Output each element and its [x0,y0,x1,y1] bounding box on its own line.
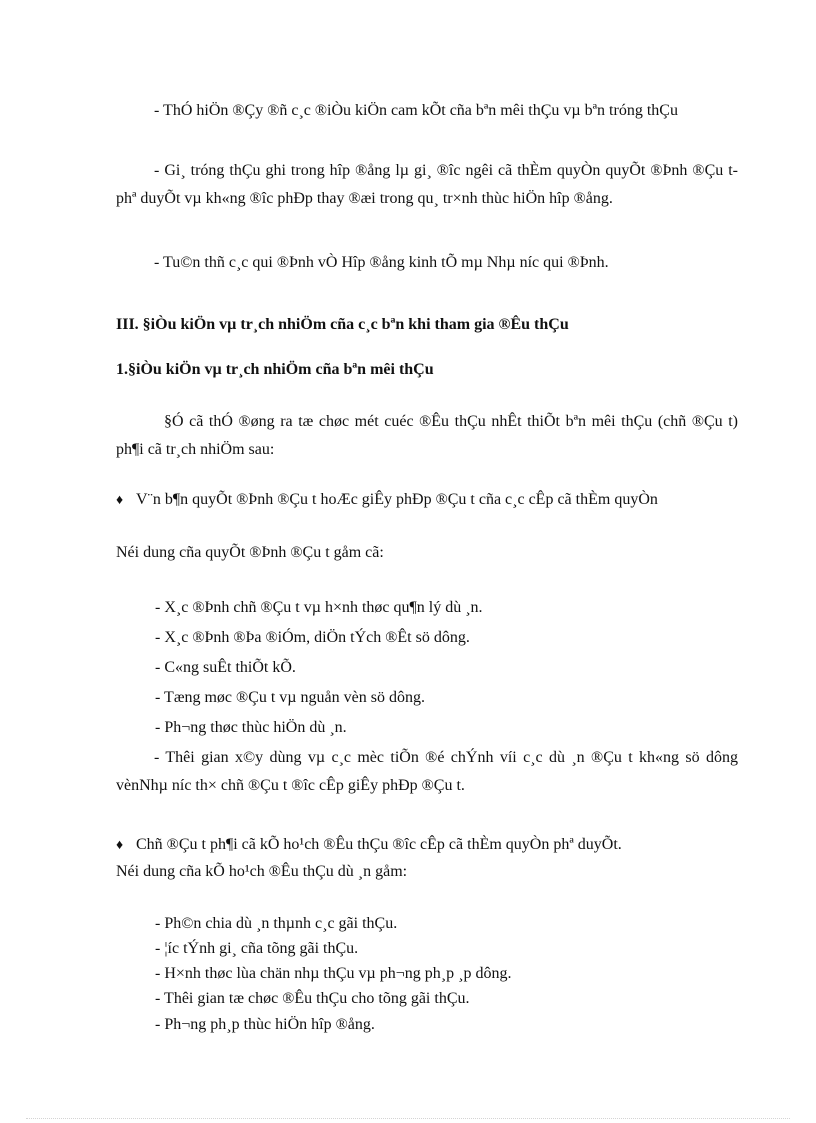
paragraph-decision-contents: Néi dung cña quyÕt ®Þnh ®Çu t gåm cã: [116,544,384,561]
paragraph-plan-contents: Néi dung cña kÕ ho¹ch ®Êu thÇu dù ¸n gåm: [116,863,408,880]
list-item: - X¸c ®Þnh chñ ®Çu t vµ h×nh thøc qu¶n lý dù ¸n. [155,599,483,616]
list-item: - X¸c ®Þnh ®Þa ®iÓm, diÖn tÝch ®Êt sö dông. [155,629,470,646]
section-heading: III. §iÒu kiÖn vµ tr¸ch nhiÖm cña c¸c bªn khi tham gia ®Êu thÇu [116,316,569,333]
page-bottom-divider [26,1118,790,1119]
list-item: - Tæng møc ®Çu t vµ nguån vèn sö dông. [155,689,425,706]
list-item: - Ph¬ng thøc thùc hiÖn dù ¸n. [155,719,347,736]
paragraph-schedule: - Thêi gian x©y dùng vµ c¸c mèc tiÕn ®é chÝnh víi c¸c dù ¸n ®Çu t kh«ng sö dông vènNhµ níc th× chñ ®Çu t ®îc cÊp giÊy phÐp ®Çu t. [116,749,738,794]
list-item: - Thêi gian tæ chøc ®Êu thÇu cho tõng gãi thÇu. [155,990,470,1007]
paragraph-compliance: - Tu©n thñ c¸c qui ®Þnh vÒ Hîp ®ång kinh tÕ mµ Nhµ níc qui ®Þnh. [154,254,609,271]
list-item: - Ph¬ng ph¸p thùc hiÖn hîp ®ång. [155,1016,375,1033]
diamond-bullet-icon: ♦ [116,838,124,853]
list-item: - C«ng suÊt thiÕt kÕ. [155,659,296,676]
list-item: - ¦íc tÝnh gi¸ cña tõng gãi thÇu. [155,940,359,957]
bullet-bidding-plan [116,831,758,860]
list-item: - Ph©n chia dù ¸n thµnh c¸c gãi thÇu. [155,915,398,932]
list-item: - H×nh thøc lùa chän nhµ thÇu vµ ph¬ng ph¸p ¸p dông. [155,965,512,982]
paragraph-commitments: - ThÓ hiÖn ®Çy ®ñ c¸c ®iÒu kiÖn cam kÕt cña bªn mêi thÇu vµ bªn tróng thÇu [154,102,678,119]
bullet-investment-decision-text: V¨n b¶n quyÕt ®Þnh ®Çu t hoÆc giÊy phÐp ®Çu t cña c¸c cÊp cã thÈm quyÒn [136,491,658,508]
paragraph-responsibilities: §Ó cã thÓ ®øng ra tæ chøc mét cuéc ®Êu thÇu nhÊt thiÕt bªn mêi thÇu (chñ ®Çu t) ph¶i cã tr¸ch nhiÖm sau: [116,413,738,458]
subsection-heading: 1.§iÒu kiÖn vµ tr¸ch nhiÖm cña bªn mêi thÇu [116,361,434,378]
diamond-bullet-icon: ♦ [116,493,124,508]
bullet-bidding-plan-text: Chñ ®Çu t ph¶i cã kÕ ho¹ch ®Êu thÇu ®îc cÊp cã thÈm quyÒn phª duyÕt. [136,836,622,853]
bullet-investment-decision [116,486,758,515]
paragraph-contract-price: - Gi¸ tróng thÇu ghi trong hîp ®ång lµ gi¸ ®îc ngêi cã thÈm quyÒn quyÕt ®Þnh ®Çu t phª duyÕt vµ kh«ng ®îc phÐp thay ®æi trong qu¸ tr×nh thùc hiÖn hîp ®ång. [116,162,738,207]
